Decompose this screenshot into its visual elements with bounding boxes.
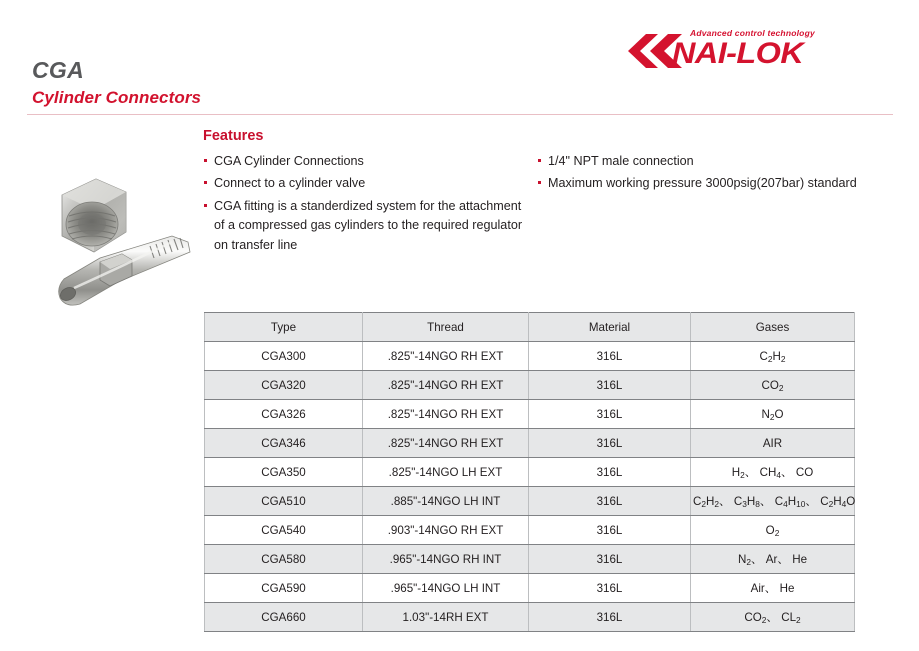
table-row [205,429,855,458]
cell-type: CGA350 [205,458,363,487]
cell-gases: AIR [691,429,855,458]
cell-type: CGA660 [205,603,363,632]
table-row [205,574,855,603]
cell-material: 316L [529,545,691,574]
cell-thread: .885"-14NGO LH INT [363,487,529,516]
header-divider [27,114,893,115]
brand-logo [628,26,858,74]
cell-gases: Air、 He [691,574,855,603]
table-row [205,342,855,371]
table-row [205,487,855,516]
cell-gases: $C_2H_2$ [691,342,855,371]
cell-material: 316L [529,342,691,371]
cell-type: CGA300 [205,342,363,371]
cell-material: 316L [529,574,691,603]
cell-gases: $C_2H_2$、 $C_3H_8$、 $C_4H_{10}$、 $C_2H_4O$ [691,487,855,516]
table-row [205,371,855,400]
cell-material: 316L [529,603,691,632]
cell-thread: .965"-14NGO RH INT [363,545,529,574]
cell-thread: .825"-14NGO RH EXT [363,400,529,429]
cell-thread: .825"-14NGO RH EXT [363,342,529,371]
cell-material: 316L [529,400,691,429]
table-row [205,458,855,487]
cell-gases: $N_2O$ [691,400,855,429]
cell-gases: $O_2$ [691,516,855,545]
feature-item: CGA fitting is a standerdized system for the attachment of a compressed gas cylinders to the required regulator on transfer line [203,197,533,255]
features-list-left [203,152,533,258]
cell-material: 316L [529,371,691,400]
cell-type: CGA580 [205,545,363,574]
cell-thread: .825"-14NGO RH EXT [363,429,529,458]
product-photo [22,170,198,322]
cell-material: 316L [529,429,691,458]
cell-type: CGA540 [205,516,363,545]
cell-material: 316L [529,516,691,545]
cell-gases: $CO_2$、 $CL_2$ [691,603,855,632]
cell-thread: .825"-14NGO RH EXT [363,371,529,400]
column-header-material: Material [529,313,691,342]
table-header-row [205,313,855,342]
cell-thread: .825"-14NGO LH EXT [363,458,529,487]
features-heading: Features [203,128,264,144]
brand-tagline: Advanced control technology [690,28,815,38]
cell-thread: .965"-14NGO LH INT [363,574,529,603]
table-row [205,603,855,632]
column-header-thread: Thread [363,313,529,342]
table-row [205,400,855,429]
column-header-type: Type [205,313,363,342]
column-header-gases: Gases [691,313,855,342]
cell-type: CGA326 [205,400,363,429]
feature-item: Maximum working pressure 3000psig(207bar) standard [537,174,867,193]
threaded-nipple-part [58,236,190,305]
features-list-right [537,152,867,197]
feature-item: 1/4" NPT male connection [537,152,867,171]
hex-nut-part [62,179,126,252]
cell-type: CGA346 [205,429,363,458]
cell-gases: $H_2$、 $CH_4$、 CO [691,458,855,487]
cell-material: 316L [529,458,691,487]
table-row [205,516,855,545]
cell-type: CGA320 [205,371,363,400]
cell-thread: .903"-14NGO RH EXT [363,516,529,545]
cell-gases: $N_2$、 Ar、 He [691,545,855,574]
table-body [205,342,855,632]
cell-type: CGA590 [205,574,363,603]
specification-table [204,312,855,632]
feature-item: Connect to a cylinder valve [203,174,533,193]
brand-wordmark: NAI-LOK [672,37,804,70]
page-subtitle: Cylinder Connectors [32,88,202,107]
page-title: CGA [32,57,85,83]
cell-type: CGA510 [205,487,363,516]
table-row [205,545,855,574]
cell-thread: 1.03"-14RH EXT [363,603,529,632]
cell-gases: $CO_2$ [691,371,855,400]
feature-item: CGA Cylinder Connections [203,152,533,171]
cell-material: 316L [529,487,691,516]
